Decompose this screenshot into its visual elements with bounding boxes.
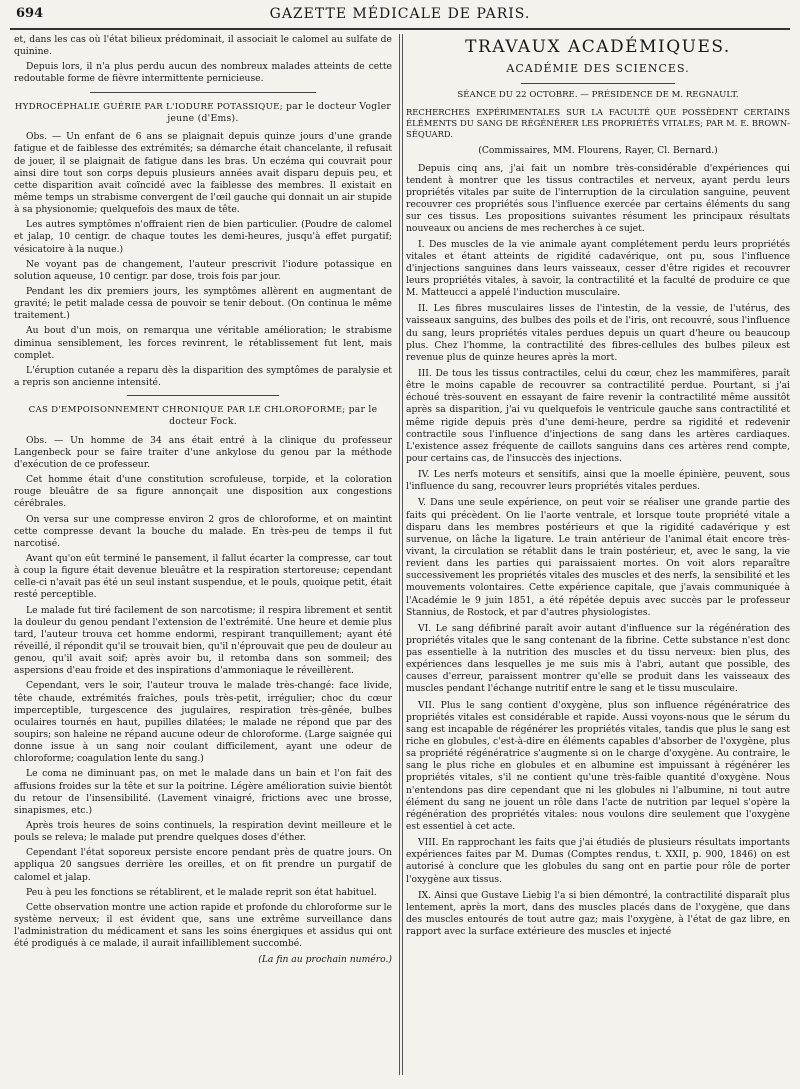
paragraph: Après trois heures de soins continuels, la respiration devint meilleure et le pouls se releva; le malade put prendre quelques doses d'éther.: [14, 819, 392, 844]
continuation-note: (La fin au prochain numéro.): [258, 954, 392, 966]
numbered-item: IV. Les nerfs moteurs et sensitifs, ainsi que la moelle épinière, peuvent, sous l'influence du sang, recouvrer leurs propriétés vitales perdues.: [406, 469, 790, 493]
commission-line: (Commissaires, MM. Flourens, Rayer, Cl. Bernard.): [478, 144, 718, 156]
paragraph: Depuis lors, il n'a plus perdu aucun des nombreux malades atteints de cette redoutable forme de fièvre intermittente pernicieuse.: [14, 61, 392, 85]
case-title-text: CAS D'EMPOISONNEMENT CHRONIQUE PAR LE CHLOROFORME;: [28, 405, 346, 416]
page-header: [10, 4, 790, 26]
numbered-item: I. Des muscles de la vie animale ayant complétement perdu leurs propriétés vitales et étant atteints de rigidité cadavérique, ont pu, sous l'influence d'injections sanguines dans leurs vaisseaux, cesser d'être rigides et recouvrer leurs propriétés vitales, à savoir, la contractilité et la faculté de produire ce que M. Matteucci a appelé l'induction musculaire.: [406, 238, 790, 299]
column-rule: [402, 34, 403, 1075]
case-author: par le docteur Fock.: [169, 404, 378, 428]
case-title: [14, 101, 392, 126]
divider: [127, 395, 278, 396]
page-number: 694: [16, 6, 44, 21]
numbered-item: VII. Plus le sang contient d'oxygène, plus son influence régénératrice des propriétés vitales est considérable et rapide. Aussi voyons-nous que le sérum du sang est incapable de régénérer les propriétés vitales, tandis que plus le sang est riche en globules, c'est-à-dire en éléments capables d'absorber de l'oxygène, plus sa propriété régénératrice s'augmente si on le charge d'oxygène. Au contraire, le sang le plus riche en globules et en albumine est impuissant à régénérer les propriétés vitales, s'il ne contient qu'une très-faible quantité d'oxygène. Nous n'entendons pas dire cependant que ni les globules ni l'albumine, ni tout autre élément du sang ne jouent un rôle dans l'acte de nutrition par lequel s'opère la régénération des propriétés vitales: nous voulons dire seulement que l'oxygène est essentiel à cet acte.: [406, 699, 790, 833]
header-rule: [10, 28, 790, 30]
numbered-item: II. Les fibres musculaires lisses de l'intestin, de la vessie, de l'utérus, des vaisseaux sanguins, des bulbes des poils et de l'iris, ont recouvré, sous l'influence du sang, leurs propriétés vitales perdues depuis un quart d'heure ou beaucoup plus. Chez l'homme, la contractilité des fibres-cellules des bulbes pileux est revenue plus de quinze heures après la mort.: [406, 303, 790, 363]
paragraph: et, dans les cas où l'état bilieux prédominait, il associait le calomel au sulfate de quinine.: [14, 34, 392, 58]
paragraph: Cependant l'état soporeux persiste encore pendant près de quatre jours. On appliqua 20 sangsues derrière les oreilles, et on fit prendre un purgatif de calomel et jalap.: [14, 847, 392, 883]
section-title: TRAVAUX ACADÉMIQUES.: [465, 37, 731, 57]
column-rule: [399, 34, 400, 1075]
divider: [90, 92, 317, 93]
numbered-item: VIII. En rapprochant les faits que j'ai étudiés de plusieurs résultats importants expériences faites par M. Dumas (Comptes rendus, t. XXII, p. 900, 1846) on est autorisé à conclure que les globules du sang ont en partie pour rôle de porter l'oxygène aux tissus.: [406, 837, 790, 885]
left-column: [14, 34, 392, 1075]
paragraph: Pendant les dix premiers jours, les symptômes allèrent en augmentant de gravité; le petit malade cessa de pouvoir se tenir debout. (On continua le même traitement.): [14, 285, 392, 322]
case-author: par le docteur Vogler jeune (d'Ems).: [167, 100, 392, 124]
numbered-item: V. Dans une seule expérience, on peut voir se réaliser une grande partie des faits qui précèdent. On lie l'aorte ventrale, et lorsque toute propriété vitale a disparu dans les membres postérieurs et que la rigidité cadavérique y est survenue, on lâche la ligature. Le train antérieur de l'animal était encore très-vivant, la circulation se rétablit dans le train postérieur, et, avec le sang, la vie revient dans les parties qui paraissaient mortes. On voit alors reparaître successivement les propriétés vitales des muscles et des nerfs, la sensibilité et les mouvements volontaires. Cette expérience capitale, que j'avais communiquée à l'Académie le 9 juin 1851, a été répétée depuis avec succès par le professeur Stannius, de Rostock, et par d'autres physiologistes.: [406, 497, 790, 618]
paragraph: Le malade fut tiré facilement de son narcotisme; il respira librement et sentit la douleur du genou pendant l'extension de l'extrémité. Une heure et demie plus tard, l'auteur trouva cet homme endormi, respirant tranquillement; ayant été réveillé, il répondit qu'il se trouvait bien, qu'il n'éprouvait que peu de douleur au genou, qu'il avait soif; après avoir bu, il retomba dans son sommeil; des aspersions d'eau froide et des inspirations d'ammoniaque le réveillèrent.: [14, 604, 392, 677]
paragraph: Le coma ne diminuant pas, on met le malade dans un bain et l'on fait des affusions froides sur la tête et sur la poitrine. Légère amélioration suivie bientôt du retour de l'insensibilité. (Lavement vinaigré, frictions avec une brosse, sinapismes, etc.): [14, 768, 392, 816]
paragraph: Cette observation montre une action rapide et profonde du chloroforme sur le système nerveux; il est évident que, sans une extrême surveillance dans l'administration du médicament et sans les soins énergiques et assidus qui ont été prodigués à ce malade, il aurait infailliblement succombé.: [14, 901, 392, 950]
masthead: GAZETTE MÉDICALE DE PARIS.: [269, 6, 531, 22]
paragraph: Obs. — Un homme de 34 ans était entré à la clinique du professeur Langenbeck pour se faire traiter d'une ankylose du genou par la méthode d'exécution de ce professeur.: [14, 434, 392, 471]
paper-title: RECHERCHES EXPÉRIMENTALES SUR LA FACULTÉ QUE POSSÈDENT CERTAINS ÉLÉMENTS DU SANG DE RÉGÉNÉRER LES PROPRIÉTÉS VITALES; PAR M. E. BROWN-SÉQUARD.: [406, 107, 790, 140]
numbered-item: VI. Le sang défibriné paraît avoir autant d'influence sur la régénération des propriétés vitales que le sang contenant de la fibrine. Cette substance n'est donc pas essentielle à la nutrition des muscles et du tissu nerveux: bien plus, des expériences dans lesquelles je me suis mis à l'abri, autant que possible, des causes d'erreur, paraissent montrer qu'elle se produit dans les vaisseaux des muscles pendant l'échange nutritif entre le sang et le tissu musculaire.: [406, 622, 790, 695]
case-title-text: HYDROCÉPHALIE GUÉRIE PAR L'IODURE POTASSIQUE;: [14, 101, 283, 112]
paragraph: Ne voyant pas de changement, l'auteur prescrivit l'iodure potassique en solution aqueuse, 10 centigr. par dose, trois fois par jour.: [14, 258, 392, 282]
paragraph: Obs. — Un enfant de 6 ans se plaignait depuis quinze jours d'une grande fatigue et de faiblesse des extrémités; sa démarche était chancelante, il refusait de jouer, il se plaignait de fatigue dans les bras. Un eczéma qui couvrait pour ainsi dire tout son corps depuis plusieurs années avait disparu depuis peu, et cette disparition avait coïncidé avec la faiblesse des membres. Il existait en même temps un strabisme convergent de l'œil gauche qui donnait un air stupide à sa physionomie; quelquefois des maux de tête.: [14, 131, 392, 216]
paragraph: Depuis cinq ans, j'ai fait un nombre très-considérable d'expériences qui tendent à montrer que les tissus contractiles et nerveux, ayant perdu leurs propriétés vitales par suite de l'interruption de la circulation sanguine, peuvent recouvrer ces propriétés sous l'influence exercée par certains éléments du sang sur ces tissus. Les propositions suivantes résument les principaux résultats nouveaux ou anciens de mes recherches à ce sujet.: [406, 162, 790, 235]
paragraph: Cet homme était d'une constitution scrofuleuse, torpide, et la coloration rouge bleuâtre de sa figure annonçait une disposition aux congestions cérébrales.: [14, 474, 392, 510]
numbered-item: IX. Ainsi que Gustave Liebig l'a si bien démontré, la contractilité disparaît plus lentement, après la mort, dans des muscles placés dans de l'oxygène, que dans des muscles entourés de tout autre gaz; mais l'oxygène, à l'état de gaz libre, en rapport avec la surface extérieure des muscles et injecté: [406, 889, 790, 938]
case-title: [14, 404, 392, 429]
paragraph: Cependant, vers le soir, l'auteur trouva le malade très-changé: face livide, tête chaude, extrémités fraîches, pouls très-petit, irrégulier; choc du cœur imperceptible, turgescence des jugulaires, respiration très-gênée, bulbes oculaires tournés en haut, pupilles dilatées; le malade ne répond que par des soupirs; son haleine ne répand aucune odeur de chloroforme. (Large saignée qui donne issue à un sang noir coulant difficilement, ayant une odeur de chloroforme; coagulation lente du sang.): [14, 680, 392, 765]
subsection-title: ACADÉMIE DES SCIENCES.: [506, 62, 690, 76]
divider: [521, 83, 675, 84]
paragraph: Les autres symptômes n'offraient rien de bien particulier. (Poudre de calomel et jalap, 10 centigr. de chaque toutes les demi-heures, jusqu'à effet purgatif; vésicatoire à la nuque.): [14, 219, 392, 255]
paragraph: Avant qu'on eût terminé le pansement, il fallut écarter la compresse, car tout à coup la figure était devenue bleuâtre et la respiration stertoreuse; cependant celle-ci n'avait pas été un seul instant suspendue, et le pouls, quoique petit, était resté perceptible.: [14, 553, 392, 601]
paragraph: Peu à peu les fonctions se rétablirent, et le malade reprit son état habituel.: [26, 886, 377, 898]
right-column: [406, 34, 790, 1075]
paragraph: On versa sur une compresse environ 2 gros de chloroforme, et on maintint cette compresse devant la bouche du malade. En très-peu de temps il fut narcotisé.: [14, 513, 392, 549]
numbered-item: III. De tous les tissus contractiles, celui du cœur, chez les mammifères, paraît être le moins capable de recouvrer sa contractilité perdue. Pourtant, si j'ai échoué très-souvent en essayant de faire revenir la contractilité même aussitôt après sa disparition, j'ai vu quelquefois le ventricule gauche sans contractilité et même rigide depuis près d'une demi-heure, perdre sa rigidité et redevenir contractile sous l'influence d'injections de sang dans les artères cardiaques. L'existence assez fréquente de caillots sanguins dans ces artères rend compte, pour certains cas, de l'insuccès des injections.: [406, 367, 790, 464]
seance-line: SÉANCE DU 22 OCTOBRE. — PRÉSIDENCE DE M. REGNAULT.: [457, 89, 739, 100]
paragraph: L'éruption cutanée a reparu dès la disparition des symptômes de paralysie et a repris son ancienne intensité.: [14, 364, 392, 388]
paragraph: Au bout d'un mois, on remarqua une véritable amélioration; le strabisme diminua sensiblement, les forces revinrent, le rétablissement fut lent, mais complet.: [14, 325, 392, 361]
